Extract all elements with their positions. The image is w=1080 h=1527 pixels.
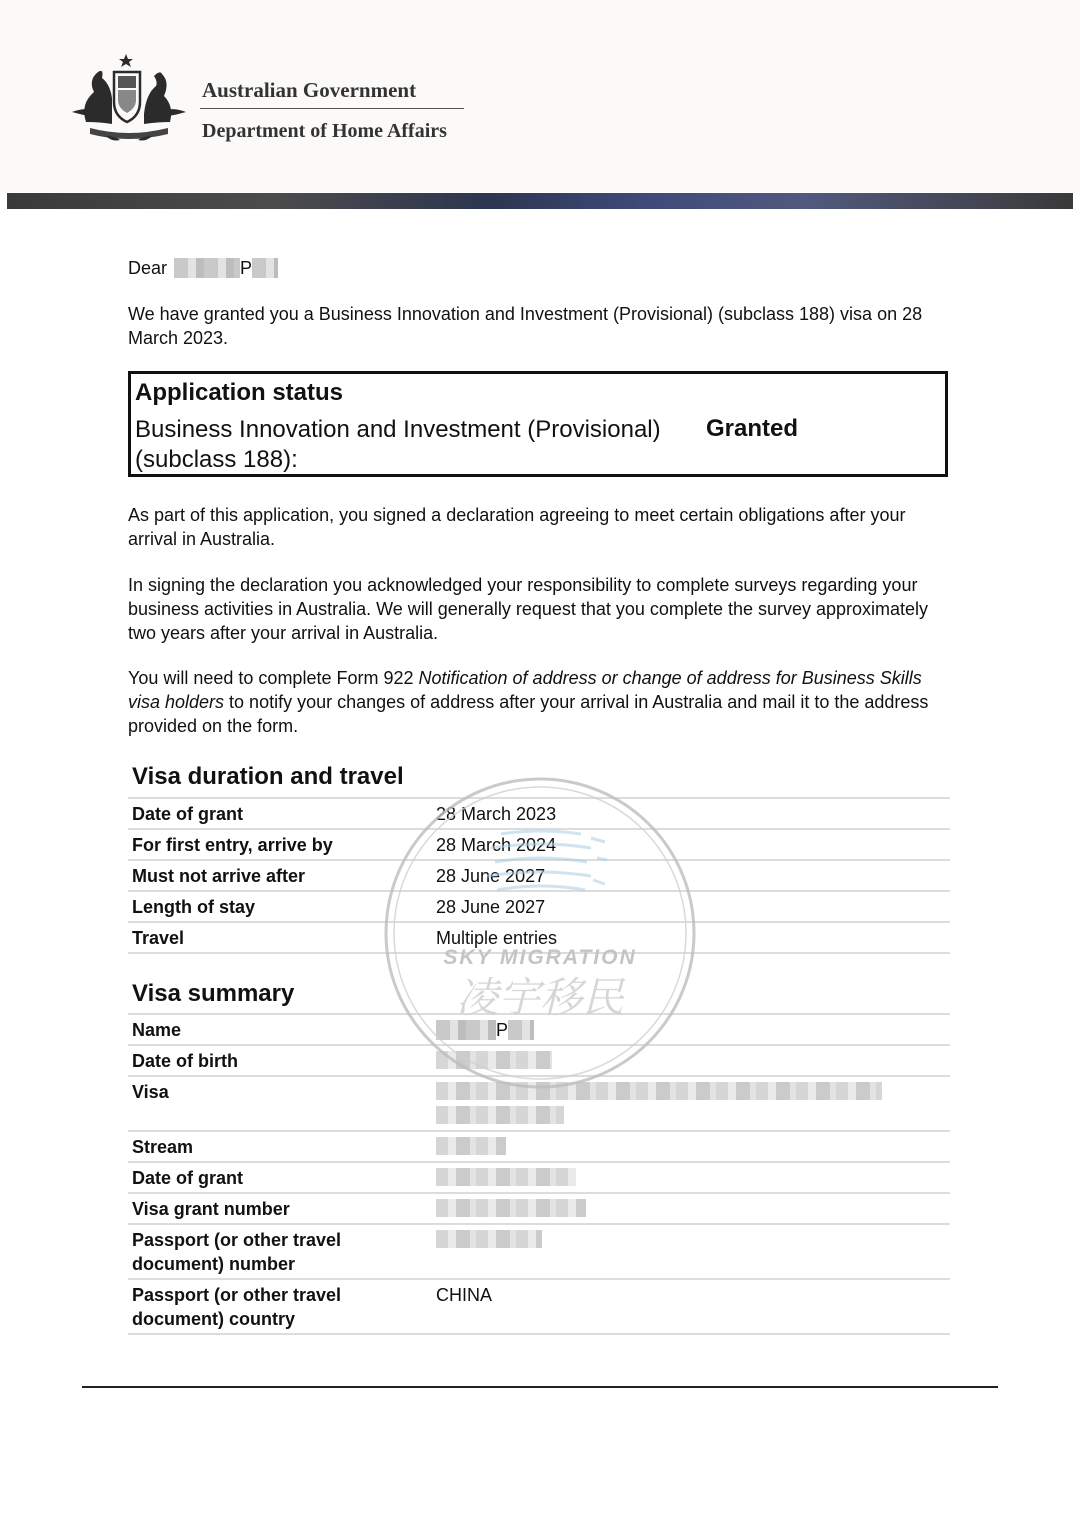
row-value: 28 June 2027: [436, 897, 546, 917]
salutation-text: Dear: [128, 258, 168, 278]
header-divider: [200, 108, 464, 109]
redacted-given-name: [436, 1020, 496, 1040]
obligations-paragraph: As part of this application, you signed a declaration agreeing to meet certain obligations after your arrival in Australia.: [128, 505, 906, 549]
survey-paragraph: In signing the declaration you acknowledged your responsibility to complete surveys regarding your business activities in Australia. We will generally request that you complete the survey approximately two years after your arrival in Australia.: [128, 575, 929, 643]
table-row: [128, 861, 950, 892]
row-value: CHINA: [436, 1285, 493, 1305]
row-label: Visa grant number: [132, 1199, 290, 1219]
footer-divider: [82, 1386, 998, 1388]
table-row: [128, 830, 950, 861]
redacted-value: [436, 1051, 552, 1075]
row-label: Visa: [132, 1082, 169, 1102]
row-label: Travel: [132, 928, 185, 948]
redacted-value: [436, 1168, 576, 1192]
row-value: 28 March 2024: [436, 835, 557, 855]
row-value: 28 March 2023: [436, 804, 557, 824]
redacted-value: [436, 1199, 586, 1223]
table-row: [128, 1280, 950, 1335]
form-text-start: You will need to complete Form 922: [128, 668, 419, 688]
duration-table: [128, 797, 950, 954]
redacted-surname: [252, 258, 278, 278]
redacted-given-name: [174, 258, 240, 278]
redacted-value: [436, 1137, 506, 1161]
watermark-english: SKY MIGRATION: [443, 946, 637, 969]
salutation-initial: P: [240, 258, 253, 278]
row-label: Date of grant: [132, 1168, 244, 1188]
table-row: [128, 1163, 950, 1194]
department-name: Department of Home Affairs: [202, 120, 447, 142]
row-label: Must not arrive after: [132, 866, 306, 886]
form-title: Notification of address or change of address for Business Skills visa holders: [128, 668, 922, 712]
application-status-box: [128, 371, 948, 477]
row-label: Name: [132, 1020, 182, 1040]
name-initial: P: [496, 1020, 509, 1040]
table-row: [128, 1046, 950, 1077]
summary-table: [128, 1013, 950, 1335]
summary-section-title: Visa summary: [132, 980, 295, 1007]
table-row: [128, 1225, 950, 1280]
duration-section-title: Visa duration and travel: [132, 763, 404, 790]
form-paragraph: [128, 666, 958, 738]
row-value: Multiple entries: [436, 928, 558, 948]
status-label: Business Innovation and Investment (Provisional) (subclass 188):: [135, 416, 661, 473]
row-value: [436, 1018, 534, 1042]
header-band: [7, 193, 1073, 209]
redacted-value: [436, 1230, 542, 1254]
status-title: Application status: [135, 379, 344, 406]
row-value: 28 June 2027: [436, 866, 546, 886]
table-row: [128, 1077, 950, 1132]
salutation: [128, 256, 958, 280]
coat-of-arms-icon: [66, 52, 192, 144]
row-label: Date of birth: [132, 1051, 238, 1071]
row-label: Passport (or other travel document) country: [132, 1285, 342, 1329]
table-row: [128, 1194, 950, 1225]
redacted-value: [436, 1082, 882, 1130]
watermark-chinese: 凌宇移民: [455, 973, 625, 1022]
letterhead: [0, 0, 1080, 192]
form-text-end: to notify your changes of address after your arrival in Australia and mail it to the address provided on the form.: [128, 692, 929, 736]
row-label: Length of stay: [132, 897, 256, 917]
row-label: Passport (or other travel document) number: [132, 1230, 342, 1274]
government-name: Australian Government: [202, 78, 417, 102]
table-row: [128, 1132, 950, 1163]
table-row: [128, 923, 950, 954]
status-value: Granted: [706, 415, 799, 442]
table-row: [128, 1015, 950, 1046]
row-label: Stream: [132, 1137, 194, 1157]
table-row: [128, 799, 950, 830]
row-label: For first entry, arrive by: [132, 835, 333, 855]
table-row: [128, 892, 950, 923]
row-label: Date of grant: [132, 804, 244, 824]
intro-paragraph: We have granted you a Business Innovation and Investment (Provisional) (subclass 188) visa on 28 March 2023.: [128, 304, 923, 348]
redacted-surname: [508, 1020, 534, 1040]
